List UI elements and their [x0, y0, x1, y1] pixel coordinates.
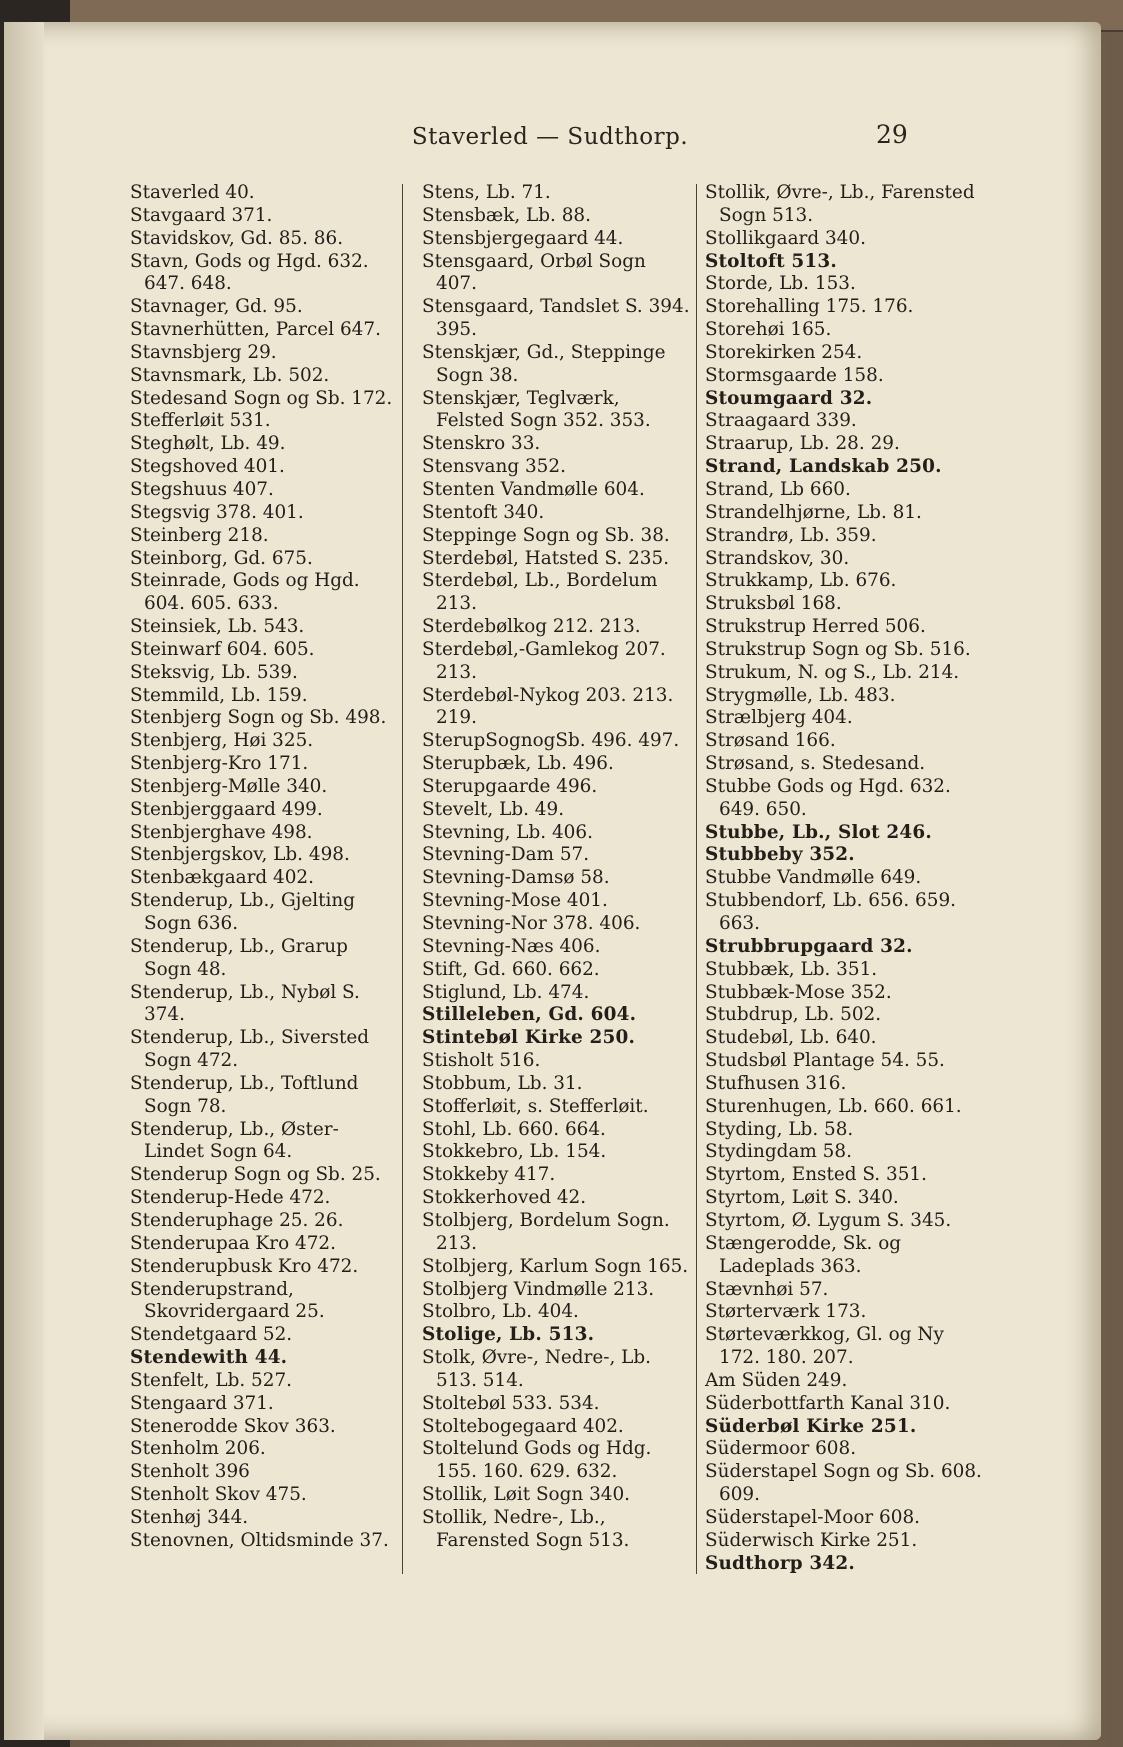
- index-entry: Stenbjerggaard 499.: [130, 798, 323, 820]
- index-entry: Sterdebøl,-Gamlekog 207. 213.: [422, 638, 666, 683]
- index-entry: Süderstapel Sogn og Sb. 608. 609.: [705, 1461, 982, 1506]
- index-entry: Stavn, Gods og Hgd. 632. 647. 648.: [130, 250, 369, 295]
- index-entry: Sudthorp 342.: [705, 1552, 855, 1574]
- index-entry: Stenderup, Lb., Gjelting Sogn 636.: [130, 890, 356, 934]
- index-entry: Stoltelund Gods og Hdg. 155. 160. 629. 632.: [422, 1438, 652, 1483]
- index-entry: Stavidskov, Gd. 85. 86.: [130, 227, 344, 249]
- index-entry: Stolbjerg, Bordelum Sogn. 213.: [422, 1209, 670, 1254]
- index-entry: Steinborg, Gd. 675.: [130, 547, 313, 569]
- index-entry: Stentoft 340.: [422, 501, 545, 523]
- index-entry: Sterdebøl, Lb., Bordelum 213.: [422, 570, 658, 615]
- index-entry: Stenderupaa Kro 472.: [130, 1232, 336, 1254]
- index-entry: Stenderup, Lb., Grarup Sogn 48.: [130, 935, 348, 980]
- index-entry: Stemmild, Lb. 159.: [130, 684, 308, 706]
- index-entry: Staverled 40.: [130, 182, 255, 203]
- index-entry: Struksbøl 168.: [705, 593, 842, 615]
- index-entry: Stendewith 44.: [130, 1347, 288, 1369]
- index-entry: Storekirken 254.: [705, 341, 863, 363]
- index-entry: Stoltebogegaard 402.: [422, 1415, 624, 1437]
- page-gutter-shadow: [4, 22, 44, 1740]
- index-entry: Stenholm 206.: [130, 1438, 266, 1460]
- index-entry: Stift, Gd. 660. 662.: [422, 958, 600, 980]
- index-entry: Stenskro 33.: [422, 433, 541, 455]
- index-entry: Stenskjær, Teglværk, Felsted Sogn 352. 353.: [422, 387, 651, 432]
- index-entry: Stohl, Lb. 660. 664.: [422, 1118, 606, 1140]
- index-entry: Stollik, Løit Sogn 340.: [422, 1484, 631, 1506]
- index-entry: Straagaard 339.: [705, 410, 857, 432]
- index-entry: Stubdrup, Lb. 502.: [705, 1004, 882, 1026]
- index-entry: Strukstrup Sogn og Sb. 516.: [705, 638, 971, 660]
- index-entry: Stegshuus 407.: [130, 478, 274, 500]
- index-entry: Stubbendorf, Lb. 656. 659. 663.: [705, 890, 957, 934]
- index-entry: Strandelhjørne, Lb. 81.: [705, 501, 922, 523]
- index-entry: Stilleleben, Gd. 604.: [422, 1004, 637, 1026]
- index-entry: Süderbøl Kirke 251.: [705, 1415, 917, 1437]
- index-entry: Stisholt 516.: [422, 1050, 541, 1072]
- index-entry: Stevning-Nor 378. 406.: [422, 913, 641, 934]
- index-entry: Stollikgaard 340.: [705, 227, 866, 249]
- index-entry: Stengaard 371.: [130, 1392, 274, 1414]
- index-entry: Strandskov, 30.: [705, 547, 850, 569]
- index-entry: Strygmølle, Lb. 483.: [705, 684, 896, 706]
- index-entry: Stoumgaard 32.: [705, 387, 873, 409]
- index-entry: Stokkerhoved 42.: [422, 1187, 587, 1209]
- index-entry: Stenbjerg Sogn og Sb. 498.: [130, 707, 387, 729]
- index-entry: Süderstapel-Moor 608.: [705, 1506, 920, 1528]
- index-entry: Stængerodde, Sk. og Ladeplads 363.: [705, 1232, 902, 1277]
- index-entry: Stenderup-Hede 472.: [130, 1187, 331, 1209]
- index-entry: Stensgaard, Orbøl Sogn 407.: [422, 250, 646, 295]
- index-entry: Strøsand, s. Stedesand.: [705, 753, 926, 775]
- index-entry: Steinwarf 604. 605.: [130, 638, 315, 660]
- index-entry: Stenholt Skov 475.: [130, 1484, 307, 1506]
- index-entry: Stolbjerg, Karlum Sogn 165.: [422, 1255, 689, 1277]
- index-entry: Styrtom, Ø. Lygum S. 345.: [705, 1209, 952, 1231]
- index-entry: Stenderupstrand, Skovridergaard 25.: [130, 1278, 325, 1323]
- index-entry: Stensbæk, Lb. 88.: [422, 204, 591, 226]
- index-entry: Steinrade, Gods og Hgd. 604. 605. 633.: [130, 570, 360, 615]
- index-entry: Stolbjerg Vindmølle 213.: [422, 1278, 655, 1300]
- index-entry: Stenbjerghave 498.: [130, 821, 313, 843]
- index-entry: Stokkeby 417.: [422, 1164, 556, 1186]
- index-entry: Strukstrup Herred 506.: [705, 616, 926, 638]
- index-entry: Strukum, N. og S., Lb. 214.: [705, 661, 960, 683]
- index-entry: Strubbrupgaard 32.: [705, 935, 913, 957]
- index-entry: Stenbjerg, Høi 325.: [130, 730, 314, 752]
- index-entry: Steinberg 218.: [130, 524, 269, 546]
- column-rule-right: [696, 184, 697, 1574]
- index-entry: Stensbjergegaard 44.: [422, 227, 624, 249]
- index-entry: Stoltoft 513.: [705, 250, 837, 272]
- index-entry: Stævnhøi 57.: [705, 1278, 829, 1300]
- index-entry: Storde, Lb. 153.: [705, 273, 856, 295]
- index-entry: Størterværk 173.: [705, 1301, 867, 1323]
- index-entry: Sterupbæk, Lb. 496.: [422, 753, 614, 775]
- index-entry: Stenholt 396: [130, 1461, 250, 1483]
- index-entry: Stenhøj 344.: [130, 1506, 249, 1528]
- index-entry: Stenderup, Lb., Siversted Sogn 472.: [130, 1027, 370, 1072]
- index-entry: Stintebøl Kirke 250.: [422, 1027, 636, 1049]
- index-entry: Strandrø, Lb. 359.: [705, 524, 877, 546]
- index-entry: Stavgaard 371.: [130, 204, 273, 226]
- index-entry: Strukkamp, Lb. 676.: [705, 570, 897, 592]
- index-entry: Stenovnen, Oltidsminde 37.: [130, 1529, 389, 1551]
- index-entry: Am Süden 249.: [705, 1369, 848, 1391]
- index-entry: Storehalling 175. 176.: [705, 296, 914, 318]
- index-entry: Størteværkkog, Gl. og Ny 172. 180. 207.: [705, 1324, 944, 1369]
- index-entry: Sterdebølkog 212. 213.: [422, 616, 641, 638]
- page-header: [0, 118, 1123, 158]
- index-entry: Stegshoved 401.: [130, 456, 285, 478]
- index-entry: Stubbe Gods og Hgd. 632. 649. 650.: [705, 775, 951, 820]
- index-entry: Stollik, Nedre-, Lb., Farensted Sogn 513.: [422, 1506, 630, 1551]
- index-entry: Steinsiek, Lb. 543.: [130, 616, 305, 638]
- index-entry: Strælbjerg 404.: [705, 707, 853, 729]
- index-entry: Steppinge Sogn og Sb. 38.: [422, 524, 670, 546]
- index-entry: Storehøi 165.: [705, 319, 832, 341]
- index-entry: Straarup, Lb. 28. 29.: [705, 433, 900, 455]
- index-entry: Stokkebro, Lb. 154.: [422, 1141, 607, 1163]
- index-entry: Strand, Lb 660.: [705, 478, 851, 500]
- index-entry: Stolk, Øvre-, Nedre-, Lb. 513. 514.: [422, 1347, 651, 1391]
- index-entry: Stendetgaard 52.: [130, 1324, 293, 1346]
- index-entry: Stenderuphage 25. 26.: [130, 1209, 344, 1231]
- index-entry: Stensvang 352.: [422, 456, 566, 478]
- index-entry: Stavnerhütten, Parcel 647.: [130, 319, 381, 341]
- index-entry: Stolige, Lb. 513.: [422, 1324, 595, 1346]
- index-entry: Stubbæk, Lb. 351.: [705, 958, 878, 980]
- index-entry: Stenbækgaard 402.: [130, 867, 314, 889]
- index-entry: Stubbeby 352.: [705, 844, 855, 866]
- index-entry: Stefferløit 531.: [130, 410, 271, 432]
- index-entry: Stenderupbusk Kro 472.: [130, 1255, 359, 1277]
- index-entry: Stensgaard, Tandslet S. 394. 395.: [422, 296, 690, 341]
- index-entry: Sterupgaarde 496.: [422, 775, 598, 797]
- index-entry: Stenskjær, Gd., Steppinge Sogn 38.: [422, 341, 666, 386]
- index-entry: SterupSognogSb. 496. 497.: [422, 730, 680, 752]
- index-entry: Stevning-Mose 401.: [422, 890, 608, 912]
- index-entry: Stoltebøl 533. 534.: [422, 1392, 600, 1414]
- index-entry: Stolbro, Lb. 404.: [422, 1301, 579, 1323]
- index-entry: Stenten Vandmølle 604.: [422, 478, 645, 500]
- index-entry: Stevelt, Lb. 49.: [422, 798, 565, 820]
- index-entry: Stenerodde Skov 363.: [130, 1415, 336, 1437]
- index-entry: Stegsvig 378. 401.: [130, 501, 304, 523]
- index-entry: Stufhusen 316.: [705, 1072, 847, 1094]
- index-entry: Stenbjerg-Mølle 340.: [130, 775, 328, 797]
- index-entry: Süderbottfarth Kanal 310.: [705, 1392, 951, 1414]
- index-entry: Sterdebøl, Hatsted S. 235.: [422, 547, 670, 569]
- index-entry: Studebøl, Lb. 640.: [705, 1027, 877, 1049]
- index-entry: Stubbe, Lb., Slot 246.: [705, 821, 932, 843]
- index-entry: Stenbjerg-Kro 171.: [130, 753, 309, 775]
- index-entry: Stubbe Vandmølle 649.: [705, 867, 922, 889]
- index-entry: Stenderup Sogn og Sb. 25.: [130, 1164, 381, 1186]
- index-entry: Studsbøl Plantage 54. 55.: [705, 1050, 945, 1072]
- index-entry: Stavnager, Gd. 95.: [130, 296, 303, 318]
- index-entry: Stevning, Lb. 406.: [422, 821, 593, 843]
- index-entry: Stiglund, Lb. 474.: [422, 981, 590, 1003]
- index-entry: Stedesand Sogn og Sb. 172.: [130, 387, 393, 409]
- index-entry: Stavnsmark, Lb. 502.: [130, 364, 330, 386]
- index-entry: Steksvig, Lb. 539.: [130, 661, 298, 683]
- index-entry: Styding, Lb. 58.: [705, 1118, 854, 1140]
- index-entry: Stenbjergskov, Lb. 498.: [130, 844, 350, 866]
- index-entry: Süderwisch Kirke 251.: [705, 1529, 918, 1551]
- index-column-2: [422, 182, 692, 1553]
- index-entry: Stavnsbjerg 29.: [130, 341, 277, 363]
- index-entry: Strand, Landskab 250.: [705, 456, 942, 478]
- index-entry: Stydingdam 58.: [705, 1141, 852, 1163]
- index-entry: Styrtom, Ensted S. 351.: [705, 1164, 927, 1186]
- index-entry: Stubbæk-Mose 352.: [705, 981, 892, 1003]
- index-entry: Strøsand 166.: [705, 730, 836, 752]
- index-column-1: [130, 182, 398, 1553]
- index-entry: Stenderup, Lb., Øster-Lindet Sogn 64.: [130, 1118, 339, 1163]
- index-entry: Stevning-Næs 406.: [422, 935, 601, 957]
- index-entry: Stens, Lb. 71.: [422, 182, 551, 203]
- index-entry: Stenderup, Lb., Nybøl S. 374.: [130, 981, 360, 1026]
- index-entry: Sterdebøl-Nykog 203. 213. 219.: [422, 684, 674, 729]
- page-number: 29: [876, 120, 908, 149]
- index-entry: Stenfelt, Lb. 527.: [130, 1369, 292, 1391]
- column-rule-left: [402, 184, 403, 1574]
- index-entry: Südermoor 608.: [705, 1438, 857, 1460]
- index-column-3: [705, 182, 985, 1575]
- index-entry: Styrtom, Løit S. 340.: [705, 1187, 899, 1209]
- index-entry: Stofferløit, s. Stefferløit.: [422, 1095, 649, 1117]
- index-entry: Stevning-Dam 57.: [422, 844, 590, 866]
- index-entry: Stevning-Damsø 58.: [422, 867, 610, 889]
- index-entry: Stobbum, Lb. 31.: [422, 1072, 583, 1094]
- index-entry: Sturenhugen, Lb. 660. 661.: [705, 1095, 962, 1117]
- index-entry: Stormsgaarde 158.: [705, 364, 884, 386]
- index-entry: Stenderup, Lb., Toftlund Sogn 78.: [130, 1072, 359, 1117]
- running-title: Staverled — Sudthorp.: [411, 124, 689, 150]
- index-entry: Steghølt, Lb. 49.: [130, 433, 286, 455]
- index-entry: Stollik, Øvre-, Lb., Farensted Sogn 513.: [705, 182, 975, 226]
